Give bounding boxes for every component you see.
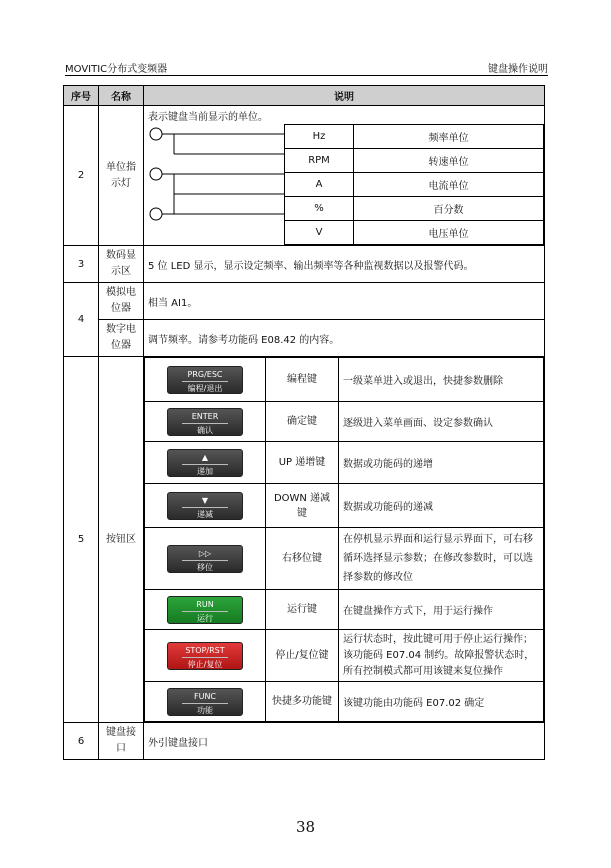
stop-rst-key: STOP/RST 停止/复位 [167, 642, 243, 670]
row-name: 数码显示区 [99, 246, 144, 283]
unit-meaning: 频率单位 [354, 125, 544, 149]
key-desc: 在键盘操作方式下，用于运行操作 [339, 590, 544, 630]
key-desc: 逐级进入菜单画面、设定参数确认 [339, 402, 544, 442]
key-desc: 在停机显示界面和运行显示界面下，可右移循环选择显示参数；在修改参数时，可以选择参数的修改位 [339, 528, 544, 590]
table-row [64, 320, 545, 357]
unit-cell: % [285, 197, 354, 221]
key-label: 确定键 [266, 402, 339, 442]
key-image-cell [145, 402, 266, 442]
table-header-row [64, 86, 545, 106]
unit-cell: Hz [285, 125, 354, 149]
key-desc: 数据或功能码的递增 [339, 442, 544, 484]
key-desc: 数据或功能码的递减 [339, 484, 544, 528]
unit-meaning: 百分数 [354, 197, 544, 221]
key-image-cell [145, 442, 266, 484]
row-name: 模拟电位器 [99, 283, 144, 320]
key-label: 快捷多功能键 [266, 682, 339, 722]
run-key: RUN 运行 [167, 596, 243, 624]
page-number: 38 [295, 818, 316, 836]
unit-meaning: 转速单位 [354, 149, 544, 173]
func-key: FUNC 功能 [167, 688, 243, 716]
indicator-leds-diagram [144, 124, 284, 224]
key-desc: 该键功能由功能码 E07.02 确定 [339, 682, 544, 722]
unit-table [284, 124, 544, 245]
row-name: 数字电位器 [99, 320, 144, 357]
key-image-cell [145, 358, 266, 402]
table-row [64, 283, 545, 320]
key-label: 停止/复位键 [266, 630, 339, 682]
down-key: ▼ 递减 [167, 492, 243, 520]
row-no: 3 [64, 246, 99, 283]
unit-cell: V [285, 221, 354, 245]
row-desc: 相当 AI1。 [144, 283, 545, 320]
table-row [64, 723, 545, 760]
key-desc: 运行状态时，按此键可用于停止运行操作；该功能码 E07.04 制约。故障报警状态时，所有控制模式都可用该键来复位操作 [339, 630, 544, 682]
row-desc: 外引键盘接口 [144, 723, 545, 760]
indicator-intro: 表示键盘当前显示的单位。 [148, 112, 268, 123]
col-header-no: 序号 [64, 86, 99, 106]
enter-key: ENTER 确认 [167, 408, 243, 436]
unit-cell: A [285, 173, 354, 197]
shift-right-icon: ▷▷ [198, 548, 212, 558]
key-image-cell [145, 590, 266, 630]
table-row [64, 106, 545, 246]
down-arrow-icon: ▼ [201, 495, 209, 505]
key-label: 运行键 [266, 590, 339, 630]
header-rule [65, 75, 548, 76]
row-name: 按钮区 [99, 357, 144, 723]
buttons-desc [144, 357, 545, 723]
unit-meaning: 电压单位 [354, 221, 544, 245]
key-image-cell [145, 484, 266, 528]
key-desc: 一级菜单进入或退出，快捷参数删除 [339, 358, 544, 402]
keys-table [144, 357, 544, 722]
key-label: DOWN 递减键 [266, 484, 339, 528]
key-label: 右移位键 [266, 528, 339, 590]
key-image-cell [145, 528, 266, 590]
led-hz-icon [150, 128, 162, 140]
led-v-icon [150, 208, 162, 220]
header-section: 键盘操作说明 [488, 64, 548, 75]
key-label: 编程键 [266, 358, 339, 402]
row-desc: 调节频率。请参考功能码 E08.42 的内容。 [144, 320, 545, 357]
led-a-icon [150, 168, 162, 180]
up-key: ▲ 递加 [167, 449, 243, 477]
row-no: 4 [64, 283, 99, 357]
row-desc: 5 位 LED 显示，显示设定频率、输出频率等各种监视数据以及报警代码。 [144, 246, 545, 283]
table-row [64, 357, 545, 723]
unit-meaning: 电流单位 [354, 173, 544, 197]
row-no: 6 [64, 723, 99, 760]
row-no: 2 [64, 106, 99, 246]
row-no: 5 [64, 357, 99, 723]
row-name: 键盘接口 [99, 723, 144, 760]
col-header-desc: 说明 [144, 86, 545, 106]
col-header-name: 名称 [99, 86, 144, 106]
unit-cell: RPM [285, 149, 354, 173]
indicator-desc [144, 106, 545, 246]
up-arrow-icon: ▲ [201, 452, 209, 462]
key-image-cell [145, 630, 266, 682]
keypad-description-table [63, 85, 545, 760]
row-name: 单位指示灯 [99, 106, 144, 246]
header-title: MOVITIC分布式变频器 [65, 64, 168, 75]
table-row [64, 246, 545, 283]
key-label: UP 递增键 [266, 442, 339, 484]
prg-esc-key: PRG/ESC 编程/退出 [167, 366, 243, 394]
shift-key: ▷▷ 移位 [167, 545, 243, 573]
key-image-cell [145, 682, 266, 722]
